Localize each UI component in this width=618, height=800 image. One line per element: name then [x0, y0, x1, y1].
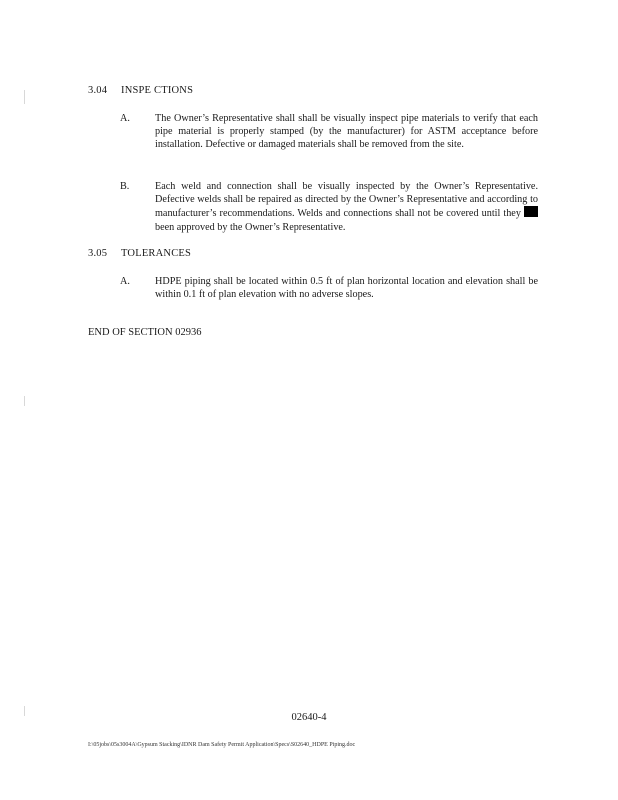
inspections-item-b: [120, 180, 538, 234]
footer-file-path: I:\05jobs\05s3004A\Gypsum Stacking\IDNR Dam Safety Permit Application\Specs\S02640_HDPE Piping.doc: [88, 742, 356, 748]
margin-scan-mark: [24, 90, 25, 104]
section-number: 3.04: [88, 85, 108, 96]
section-heading-inspections: [88, 85, 193, 96]
tolerances-item-a: [120, 275, 538, 301]
inspections-item-a: [120, 112, 538, 152]
section-title: INSPE CTIONS: [121, 85, 194, 96]
item-text: [155, 180, 538, 234]
item-label: A.: [120, 276, 130, 287]
item-text: The Owner’s Representative shall shall be visually inspect pipe materials to verify that each pipe material is properly stamped (by the manufacturer) for ASTM acceptance before installation. Defective or damaged materials shall be removed from the site.: [155, 113, 538, 151]
item-text-after-redaction: been approved by the Owner’s Representative.: [155, 221, 346, 233]
item-label: A.: [120, 113, 130, 124]
item-text-before-redaction: Each weld and connection shall be visually inspected by the Owner’s Representative. Defective welds shall be repaired as directed by the Owner’s Representative and according to manufacturer’s recommendations. Welds and connections shall not be covered until they: [155, 181, 538, 220]
page-number: 02640-4: [291, 712, 327, 723]
section-number: 3.05: [88, 248, 108, 259]
section-heading-tolerances: [88, 248, 191, 259]
item-text: HDPE piping shall be located within 0.5 ft of plan horizontal location and elevation shall be within 0.1 ft of plan elevation with no adverse slopes.: [155, 276, 538, 301]
redaction-block: [524, 206, 538, 217]
margin-scan-mark: [24, 396, 25, 406]
end-of-section: END OF SECTION 02936: [88, 327, 202, 338]
section-title: TOLERANCES: [121, 248, 192, 259]
item-label: B.: [120, 181, 130, 192]
